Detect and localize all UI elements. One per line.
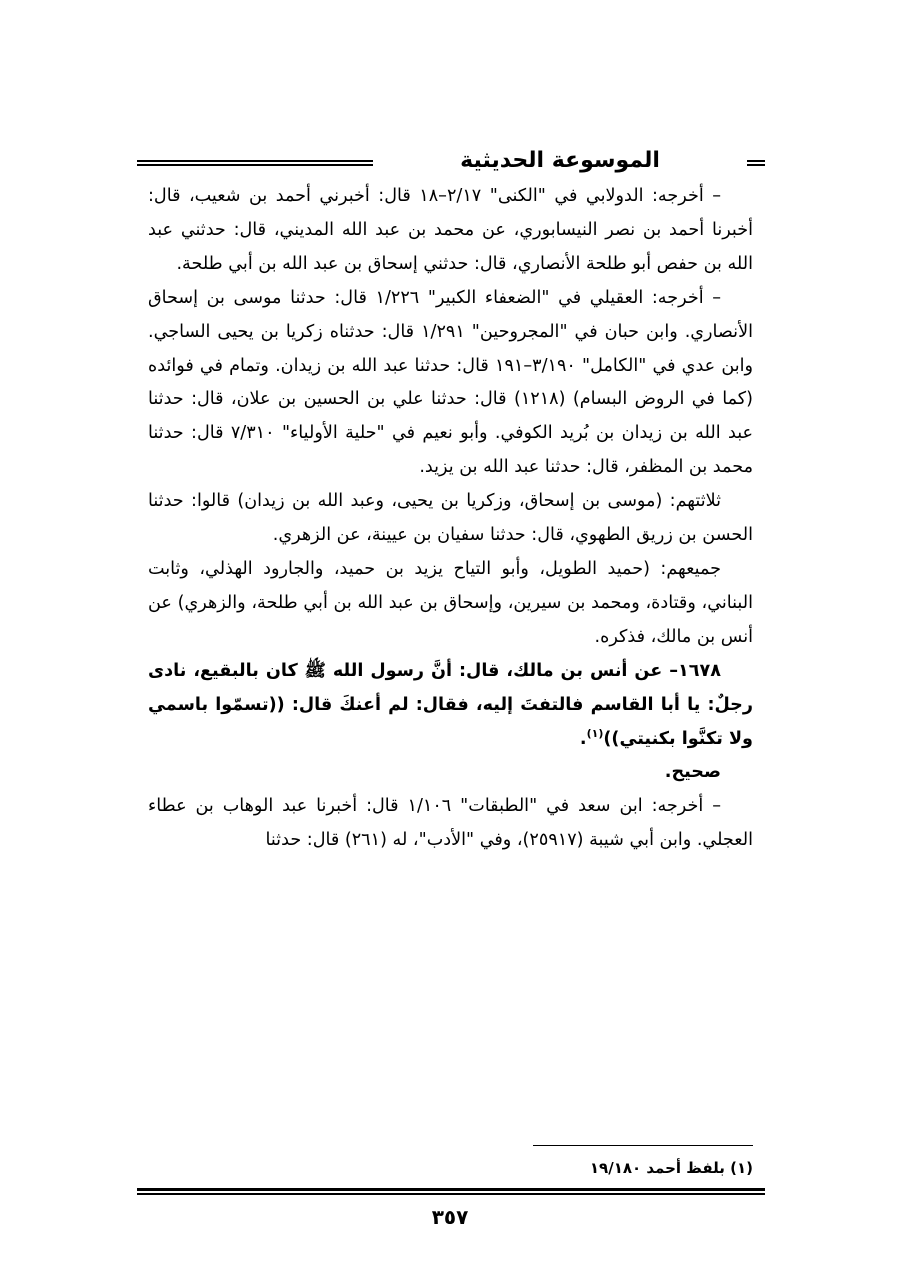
paragraph-takhrij-dulabi: – أخرجه: الدولابي في "الكنى" ٢/١٧–١٨ قال: أخبرني أحمد بن شعيب، قال: أخبرنا أحمد بن نصر النيسابوري، عن محمد بن عبد الله المديني، قال: حدثني عبد الله بن حفص أبو طلحة الأنصاري، قال: حدثني إسحاق بن عبد الله بن أبي طلحة. — [148, 186, 753, 274]
grading-label: صحيح. — [664, 762, 721, 783]
paragraph-takhrij-uqayli: – أخرجه: العقيلي في "الضعفاء الكبير" ١/٢٢٦ قال: حدثنا موسى بن إسحاق الأنصاري. وابن حبان في "المجروحين" ١/٢٩١ قال: حدثناه زكريا بن يحيى الساجي. وابن عدي في "الكامل" ٣/١٩٠–١٩١ قال: حدثنا عبد الله بن زيدان. وتمام في فوائده (كما في الروض البسام) (١٢١٨) قال: حدثنا علي بن الحسين بن علان، قال: حدثنا عبد الله بن زيدان بن بُريد الكوفي. وأبو نعيم في "حلية الأولياء" ٧/٣١٠ قال: حدثنا محمد بن المظفر، قال: حدثنا عبد الله بن يزيد. — [148, 287, 753, 478]
hadith-1678 — [148, 655, 753, 757]
hadith-text: ١٦٧٨– عن أنس بن مالك، قال: أنَّ رسول الله ﷺ كان بالبقيع، نادى رجلٌ: يا أبا القاسم فالتفتَ إليه، فقال: لم أعنكَ قال: ((تسمّوا باسمي ولا تكنَّوا بكنيتي)) — [148, 660, 753, 749]
footnote-marker: (١) — [586, 726, 604, 740]
footnote-separator — [533, 1145, 753, 1146]
header-rule-left — [137, 160, 373, 166]
page-number: ٣٥٧ — [431, 1205, 469, 1229]
body-text — [148, 180, 753, 858]
paragraph-thalathatuhum: ثلاثتهم: (موسى بن إسحاق، وزكريا بن يحيى، وعبد الله بن زيدان) قالوا: حدثنا الحسن بن زريق الطهوي، قال: حدثنا سفيان بن عيينة، عن الزهري. — [148, 491, 753, 546]
paragraph-jamiuhum: جميعهم: (حميد الطويل، وأبو التياح يزيد بن حميد، والجارود الهذلي، وثابت البناني، وقتادة، ومحمد بن سيرين، وإسحاق بن عبد الله بن أبي طلحة، والزهري) عن أنس بن مالك، فذكره. — [148, 558, 753, 647]
running-header — [137, 140, 765, 180]
hadith-tail: . — [579, 728, 587, 749]
paragraph-takhrij-ibn-saad: – أخرجه: ابن سعد في "الطبقات" ١/١٠٦ قال: أخبرنا عبد الوهاب بن عطاء العجلي. وابن أبي شيبة (٢٥٩١٧)، وفي "الأدب"، له (٢٦١) قال: حدثنا — [148, 796, 753, 851]
footnote: (١) بلفظ أحمد ١٩/١٨٠ — [589, 1159, 753, 1177]
bottom-rule — [137, 1188, 765, 1195]
header-rule-right — [747, 160, 765, 166]
running-header-title: الموسوعة الحديثية — [460, 147, 660, 173]
